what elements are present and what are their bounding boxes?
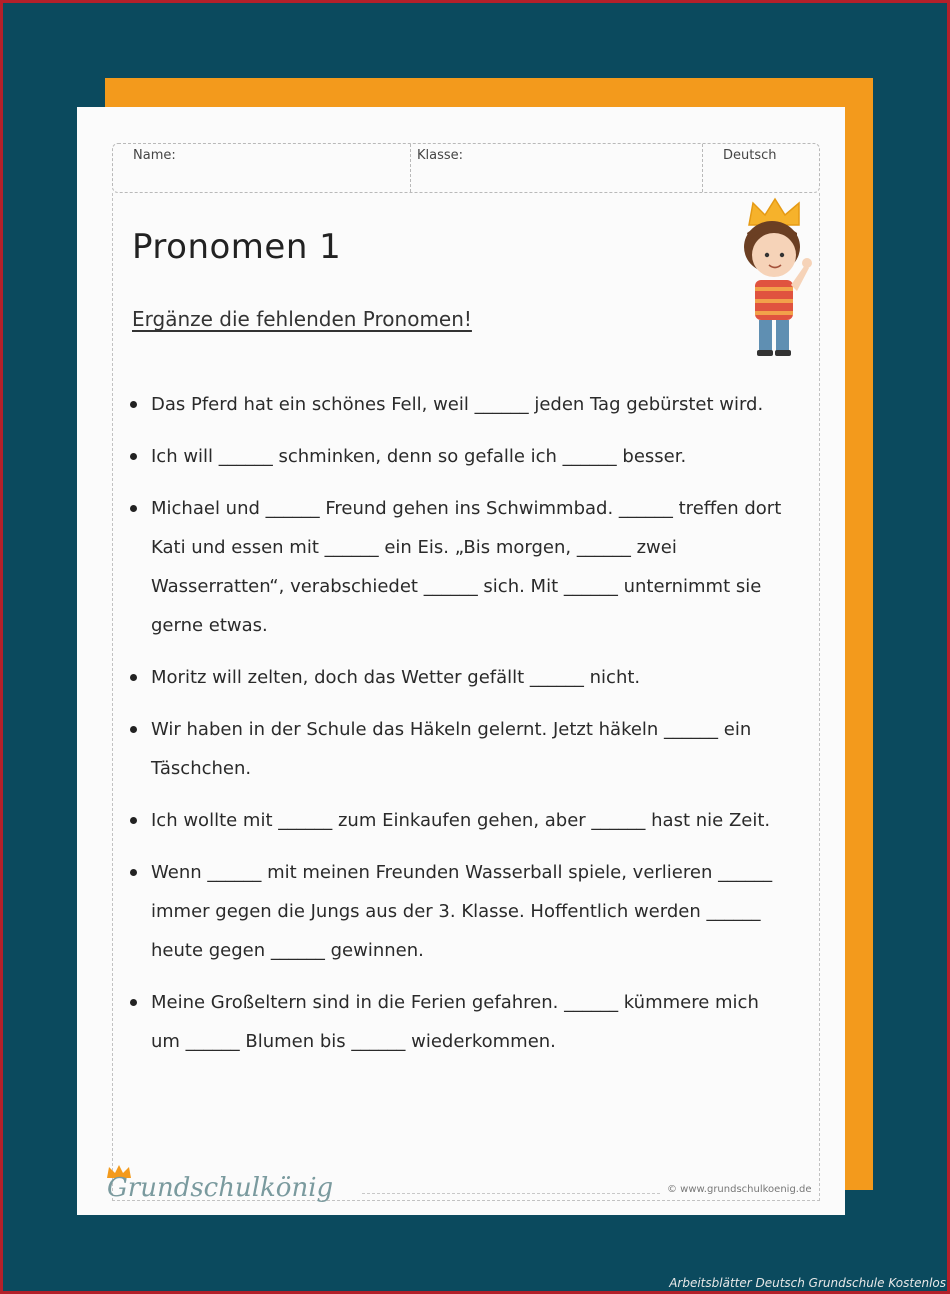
copyright-url[interactable]: © www.grundschulkoenig.de	[667, 1184, 812, 1195]
name-label: Name:	[133, 148, 176, 163]
worksheet-page	[77, 107, 845, 1215]
list-item: Das Pferd hat ein schönes Fell, weil ______ jeden Tag gebürstet wird.	[127, 385, 787, 424]
name-field[interactable]	[113, 144, 411, 192]
subject-field	[703, 144, 821, 192]
page-title: Pronomen 1	[132, 227, 342, 267]
exercise-list	[127, 385, 787, 1061]
list-item: Ich wollte mit ______ zum Einkaufen gehen, aber ______ hast nie Zeit.	[127, 801, 787, 840]
boy-illustration	[727, 195, 817, 360]
footer-divider	[362, 1193, 660, 1194]
list-item: Ich will ______ schminken, denn so gefalle ich ______ besser.	[127, 437, 787, 476]
class-field[interactable]	[411, 144, 703, 192]
logo-text: Grundschulkönig	[107, 1173, 334, 1203]
watermark: Arbeitsblätter Deutsch Grundschule Kostenlos	[669, 1276, 946, 1290]
instruction: Ergänze die fehlenden Pronomen!	[132, 307, 472, 331]
list-item: Meine Großeltern sind in die Ferien gefahren. ______ kümmere mich um ______ Blumen bis ______ wiederkommen.	[127, 983, 787, 1061]
class-label: Klasse:	[417, 148, 464, 163]
list-item: Moritz will zelten, doch das Wetter gefällt ______ nicht.	[127, 658, 787, 697]
list-item: Michael und ______ Freund gehen ins Schwimmbad. ______ treffen dort Kati und essen mit ______ ein Eis. „Bis morgen, ______ zwei Wasserratten“, verabschiedet ______ sich. Mit ______ unternimmt sie gerne etwas.	[127, 489, 787, 645]
list-item: Wir haben in der Schule das Häkeln gelernt. Jetzt häkeln ______ ein Täschchen.	[127, 710, 787, 788]
subject-label: Deutsch	[723, 148, 777, 163]
header-fields	[112, 143, 820, 193]
list-item: Wenn ______ mit meinen Freunden Wasserball spiele, verlieren ______ immer gegen die Jungs aus der 3. Klasse. Hoffentlich werden ______ heute gegen ______ gewinnen.	[127, 853, 787, 970]
brand-logo	[105, 1165, 365, 1215]
